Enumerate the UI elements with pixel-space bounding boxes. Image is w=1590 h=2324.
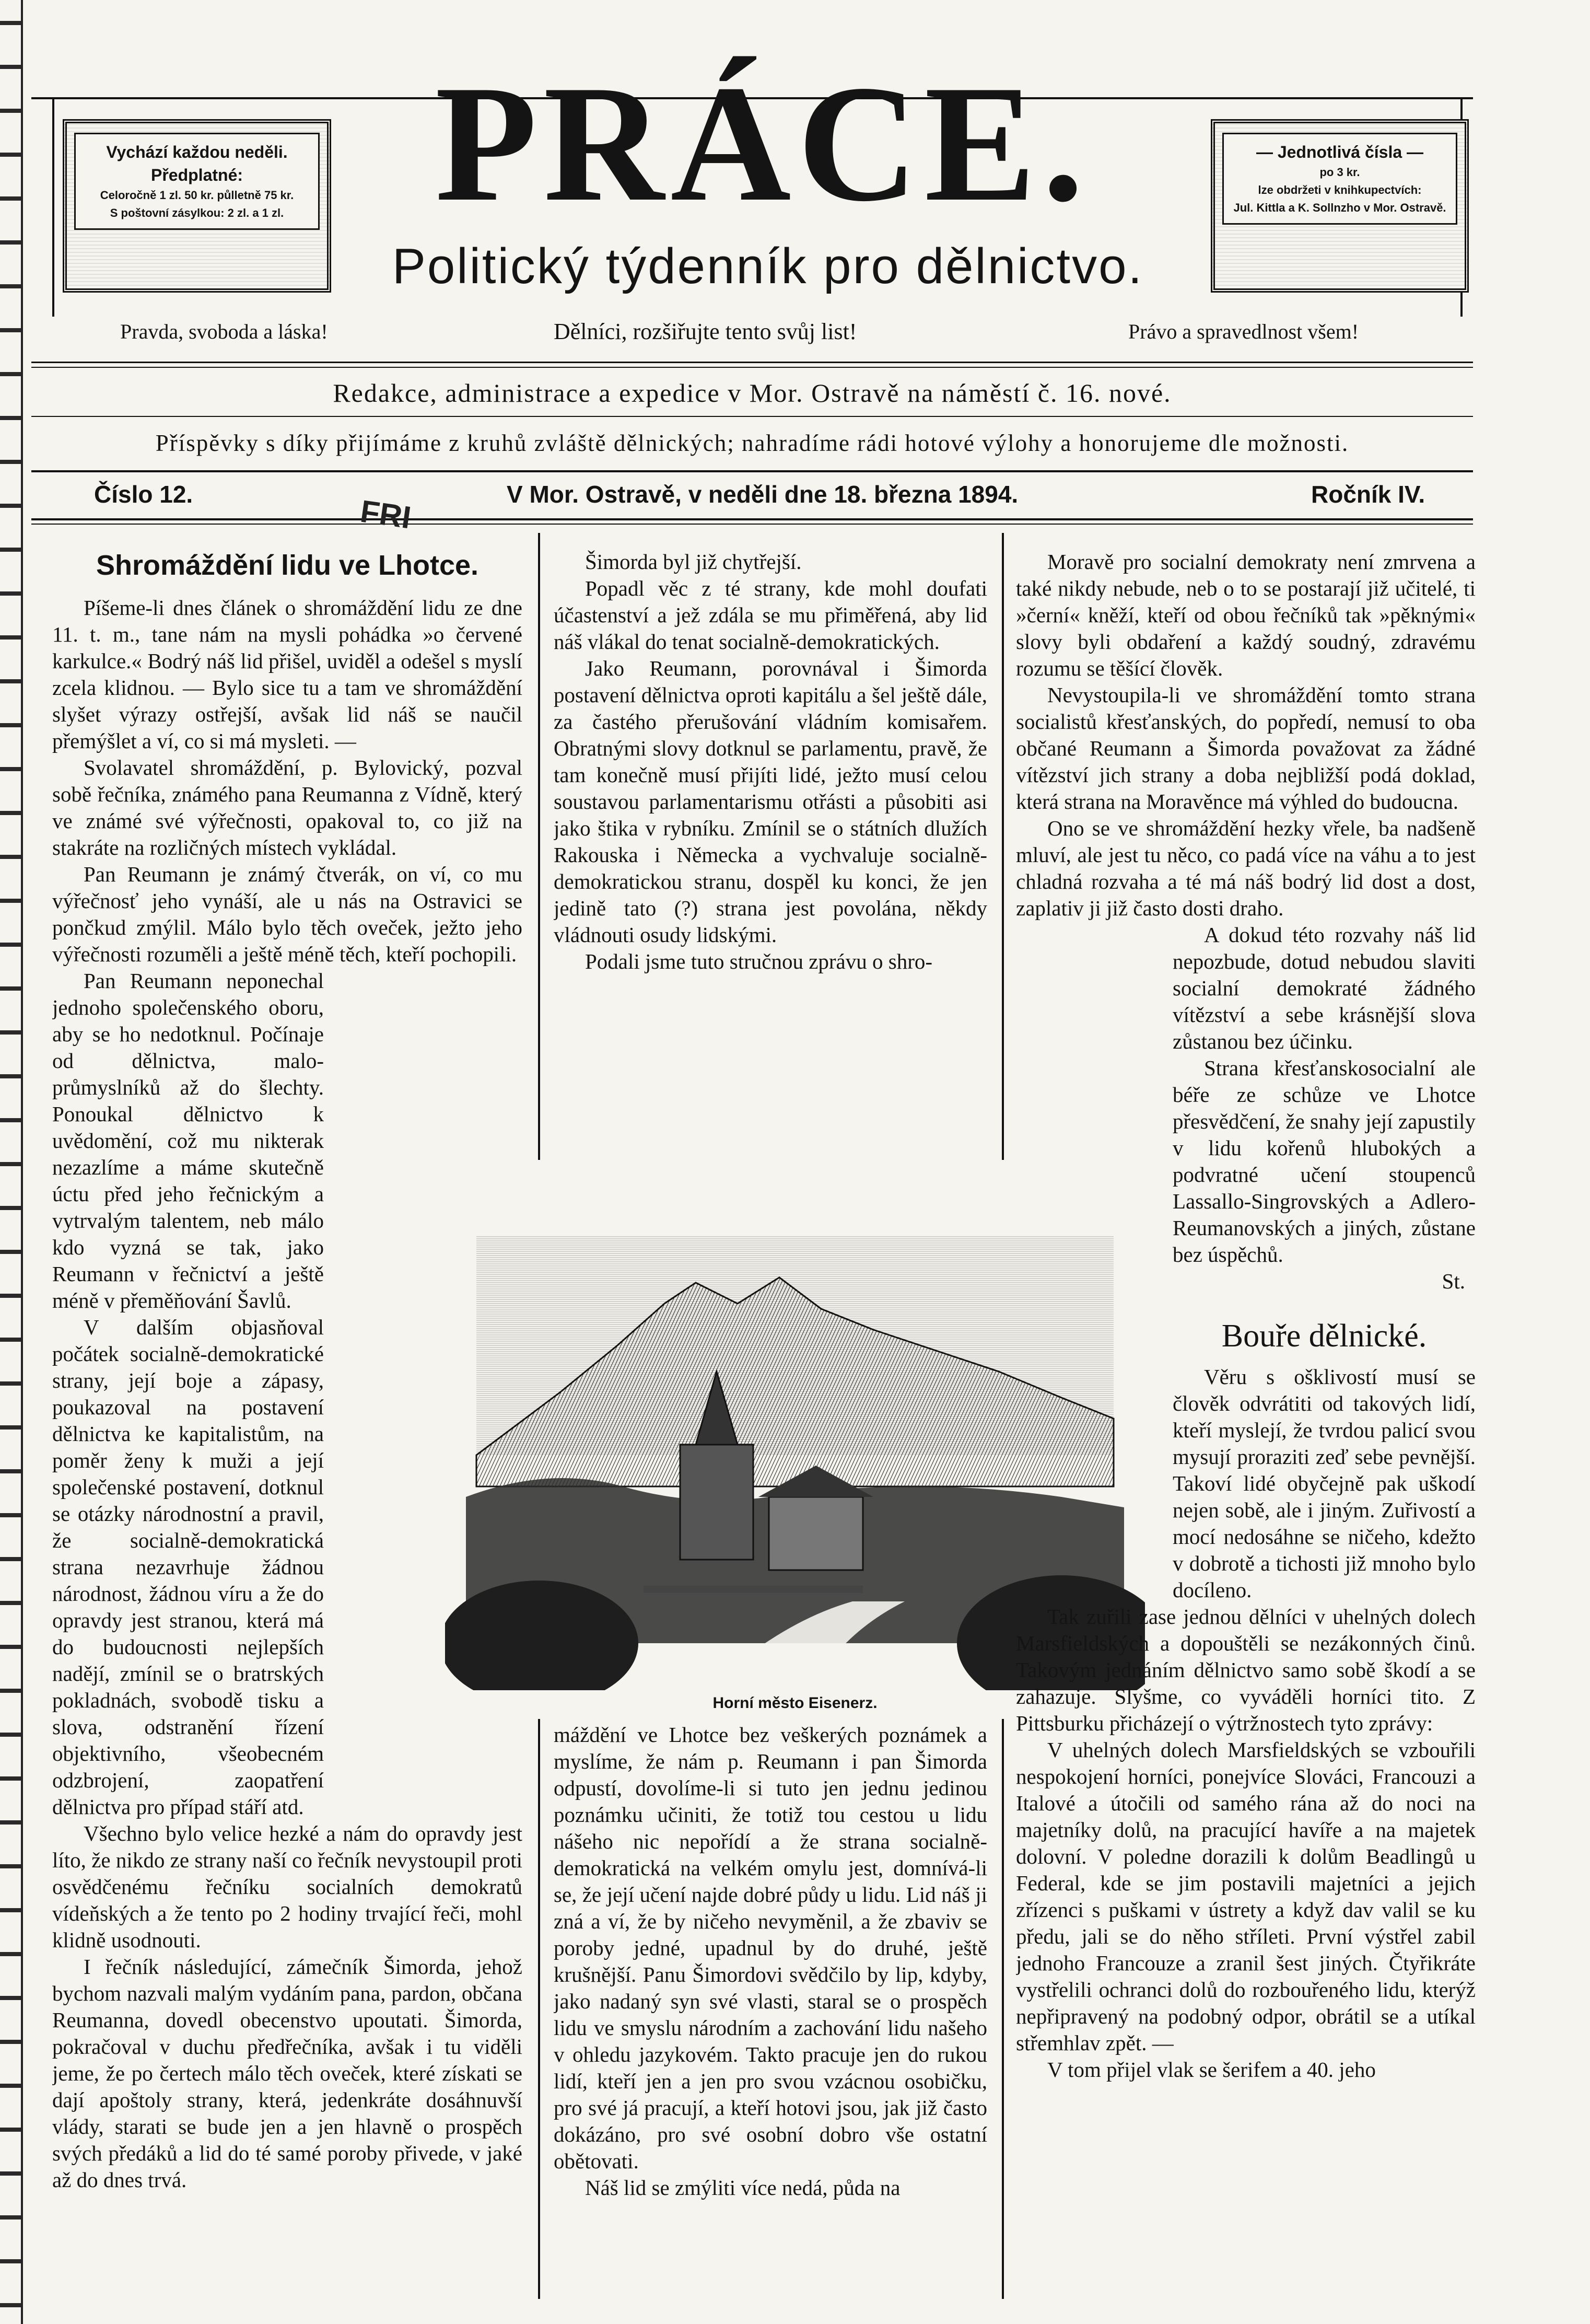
masthead-frame-left [52, 97, 54, 317]
paragraph: máždění ve Lhotce bez veškerých poznámek a myslíme, že nám p. Reumann i pan Šimorda odpustí, dovolíme-li si tuto jen jednu jedinou poznámku učiniti, že totiž tou cestou u lidu nášeho nic nepořídí a že strana socialně-demokratická na velkém omylu jest, domnívá-li se, že její učení najde dobré půdy u lidu. Lid náš ji zná a ví, že by ničeho nevyměnil, a že zbaviv se poroby jedné, upadnul by do druhé, ještě krušnější. Panu Šimordovi svědčilo by lip, kdyby, jako nadaný syn své vlasti, staral se o prospěch lidu ve smyslu národním a zachování lidu našeho v ohledu jazykovém. Takto pracuje jen do rukou lidí, kteří jen a jen pro svou vzácnou osobičku, pro své já pracují, a kteří hotovi jsou, jak již často dokázáno, pro své osobní dobro vše ostatní obětovati. [554, 1723, 987, 2173]
volume-number: Ročník IV. [1311, 481, 1425, 508]
paragraph: Jako Reumann, porovnával i Šimorda postavení dělnictva oproti kapitálu a šel ještě dále, za častého přerušování vládním komisařem. Obratnými slovy dotknul se parlamentu, pravě, že tam konečně musí přijíti lidé, ježto musí celou soustavou parlamentarismu otřásti a působiti asi jako štika v rybníku. Zmínil se o státních dlužích Rakouska i Německa a vychvaluje socialně-demokratickou stranu, dospěl ku konci, že jen jedině tato (?) strana jest povolána, někdy vládnouti osudy lidskými. [554, 656, 987, 947]
article-meeting-column-2-top [554, 549, 987, 1155]
column-rule-4 [1002, 1719, 1004, 2299]
editorial-office-line: Redakce, administrace a expedice v Mor. Ostravě na náměstí č. 16. nové. [333, 378, 1172, 408]
subscription-box [63, 119, 331, 293]
rule-above-issue [31, 470, 1473, 472]
rule-below-issue [31, 518, 1473, 520]
issue-date: V Mor. Ostravě, v neděli dne 18. března 1894. [507, 481, 1019, 508]
motto-left: Pravda, svoboda a láska! [120, 320, 328, 343]
column-rule-3 [538, 1719, 540, 2299]
motto-center: Dělníci, rozšiřujte tento svůj list! [554, 319, 857, 344]
subscription-price: Celoročně 1 zl. 50 kr. půlletně 75 kr. [100, 189, 294, 202]
article-meeting-column-2-bottom [554, 1722, 987, 2296]
column-rule-2 [1002, 533, 1004, 1160]
paragraph: Ono se ve shromáždění hezky vřele, ba nadšeně mluví, ale jest tu něco, co padá více na váhu a to jest chladná rozvaha a té má náš bodrý lid dost a dost, zaplativ ji již často dosti draho. [1016, 816, 1476, 920]
issue-number: Číslo 12. [94, 481, 193, 508]
article-headline-labor-storms: Bouře dělnické. [1221, 1318, 1427, 1354]
single-copy-heading: — Jednotlivá čísla — [1256, 143, 1424, 161]
paragraph: V uhelných dolech Marsfieldských se vzbouřili nespokojení horníci, ponejvíce Slováci, Francouzi a Italové a útočili od samého rána až do noci na majetníky dolů, na pracující havíře a na majetek dolovní. V poledne dorazili k dolům Beadlingů u Federal, kde se jim postavili majetníci a jejich zřízenci s puškami v ústrety a když dav valil se ku předu, jali se do něho stříleti. První výstřel zabil jednoho Francouze a zranil šest jiných. Čtyřikráte vystřelili ochranci dolů do rozbouřeného lidu, kterýž nepřipravený na podobný odpor, obrátil se a utíkal střemhlav zpět. — [1016, 1738, 1476, 2055]
paragraph: Moravě pro socialní demokraty není zmrvena a také nikdy nebude, neb o to se postarají již učitelé, ti »černí« kněží, kteří od obou řečníků tak »pěknými« slovy byli obdaření a každý soudný, zdravému rozumu se těšící člověk. [1016, 550, 1476, 680]
paragraph: Všechno bylo velice hezké a nám do opravdy jest líto, že nikdo ze strany naší co řečník nevystoupil proti osvědčenému řečníku socialních demokratů vídeňských a že tento po 2 hodiny trvající řeči, mohl klidně usodnouti. [52, 1821, 522, 1952]
column-rule-1 [538, 533, 540, 1160]
bookshop-names: Jul. Kittla a K. Sollnzho v Mor. Ostravě. [1233, 201, 1446, 214]
publication-frequency: Vychází každou neděli. [106, 143, 288, 161]
paragraph: Pan Reumann neponechal jednoho společenského oboru, aby se ho nedotknul. Počínaje od dělnictva, malo-průmyslníků až do šlechty. Ponoukal dělnictvo k uvědomění, což mu nikterak nezazlíme a máme skutečně úctu před jeho řečnickým a vytrvalým talentem, neb málo kdo vyzná se tak, jako Reumann v řečnictví a ještě méně v přeměňování Šavlů. [52, 969, 324, 1312]
single-copy-box [1211, 119, 1469, 293]
rule-under-motto [31, 362, 1473, 363]
single-copy-price: po 3 kr. [1319, 166, 1360, 179]
library-stamp: FRI [358, 493, 413, 536]
paragraph: Tak zuřili zase jednou dělníci v uhelných dolech Marsfieldských a dopouštěli se nezákonných činů. Takovým jednáním dělnictvo samo sobě škodí a se zahazuje. Slyšme, co vyváděli horníci tito. Z Pittsburku přicházejí o výtržnostech tyto zprávy: [1016, 1605, 1476, 1735]
paragraph: V dalším objasňoval počátek socialně-demokratické strany, její boje a zápasy, poukazoval na postavení dělnictva ke kapitalistům, na poměr ženy k muži a její společenské postavení, dotknul se otázky národnostní a pravil, že socialně-demokratická strana nezavrhuje žádnou národnost, žádnou víru a že do opravdy jest stranou, která má do budoucnosti nejlepších nadějí, zmínil se o bratrských pokladnách, svobodě tisku a slova, odstranění řízení objektivního, všeobecném odzbrojení, zaopatření dělnictva pro případ stáří atd. [52, 1315, 324, 1819]
paragraph: Svolavatel shromáždění, p. Bylovický, pozval sobě řečníka, známého pana Reumanna z Vídně, který ve známé své výřečnosti, opakoval to, co již na stakráte na rozličných místech vykládal. [52, 756, 522, 859]
newspaper-title: PRÁCE. [435, 51, 1091, 236]
motto-right: Právo a spravedlnost všem! [1128, 320, 1359, 343]
contributions-line: Příspěvky s díky přijímáme z kruhů zvláště dělnických; nahradíme rádi hotové výlohy a honorujeme dle možnosti. [155, 430, 1349, 456]
article-labor-storms-body [1016, 1364, 1476, 2299]
engraving-church [680, 1445, 753, 1560]
paragraph: Pan Reumann je známý čtverák, on ví, co mu výřečnosť jeho vynáší, ale u nás na Ostravici se pončkud zmýlil. Málo bylo těch oveček, ježto jeho výřečnosti rozuměli a ještě méně těch, kteří pochopili. [52, 862, 522, 966]
paragraph: Podali jsme tuto stručnou zprávu o shro- [585, 949, 933, 973]
paragraph: Věru s ošklivostí musí se člověk odvrátiti od takových lidí, kteří myslejí, že tvrdou palicí svou mysují proraziti zeď sebe pevnější. Takoví lidé obyčejně pak uškodí nejen sobě, ale i jiným. Zuřivostí a mocí nedosáhne se ničeho, kdežto v dobrotě a tichosti již mnoho bylo docíleno. [1173, 1365, 1476, 1602]
paragraph: V tom přijel vlak se šerifem a 40. jeho [1047, 2058, 1376, 2082]
paragraph: Šimorda byl již chytřejší. [585, 550, 802, 574]
rule-under-motto-2 [31, 367, 1473, 368]
rule-under-editorial [31, 416, 1473, 417]
paragraph: I řečník následující, zámečník Šimorda, jehož bychom nazvali malým vydáním pana, pardon, občana Reumanna, dovedl obecenstvo upoutati. Šimorda, pokračoval v duchu předřečníka, avšak i tu viděli jeme, že po čertech málo těch oveček, které získati se dají apoštoly strany, která, jedenkráte dosáhnuvší vlády, starati se bude jen a jen hlavně o prospěch svých předáků a lid do té samé poroby přivede, v jaké až do dnes trvá. [52, 1955, 522, 2192]
newspaper-subtitle: Politický týdenník pro dělnictvo. [392, 238, 1144, 294]
engraving-caption: Horní město Eisenerz. [712, 1694, 878, 1712]
postal-price: S poštovní zásylkou: 2 zl. a 1 zl. [110, 206, 284, 219]
engraving-fence [644, 1586, 863, 1593]
page-binding-edge [0, 0, 23, 2324]
paragraph: Náš lid se zmýliti více nedá, půda na [585, 2176, 901, 2200]
article-signature: St. [1442, 1269, 1465, 1293]
bookshop-label: lze obdržeti v knihkupectvích: [1258, 183, 1422, 196]
article-headline-meeting: Shromáždění lidu ve Lhotce. [96, 550, 479, 581]
paragraph: A dokud této rozvahy náš lid nepozbude, dotud nebudou slaviti socialní demokraté žádného vítězství a sebe krásnější slova zůstanou bez účinku. [1173, 923, 1476, 1053]
paragraph: Strana křesťanskosocialní ale béře ze schůze ve Lhotce přesvědčení, že snahy její zapustily v lidu kořenů hlubokých a podvratné učení stoupenců Lassallo-Singrovských a Adlero-Reumanovských a jiných, zůstane bez úspěchů. [1173, 1056, 1476, 1266]
rule-below-issue-2 [31, 524, 1473, 525]
paragraph: Popadl věc z té strany, kde mohl doufati účastenství a jež zdála se mu přiměřená, aby lid náš vlákal do tenat socialně-demokratických. [554, 576, 987, 654]
engraving-house [769, 1497, 863, 1570]
subscription-label: Předplatné: [150, 166, 243, 184]
paragraph: Nevystoupila-li ve shromáždění tomto strana socialistů křesťanských, do popředí, nemusí to oba občané Reumann a Šimorda považovat za žádné vítězství jich strany a doba nejbližší podá doklad, která strana na Moravěnce má výhled do budoucna. [1016, 683, 1476, 814]
paragraph: Píšeme-li dnes článek o shromáždění lidu ze dne 11. t. m., tane nám na mysli pohádka »o červené karkulce.« Bodrý náš lid přišel, uviděl a odešel s myslí zcela klidnou. — Bylo sice tu a tam ve shromáždění slyšet výrazy ostřejší, avšak lid náš se naučil přemýšlet a ví, co si má mysleti. — [52, 596, 522, 753]
